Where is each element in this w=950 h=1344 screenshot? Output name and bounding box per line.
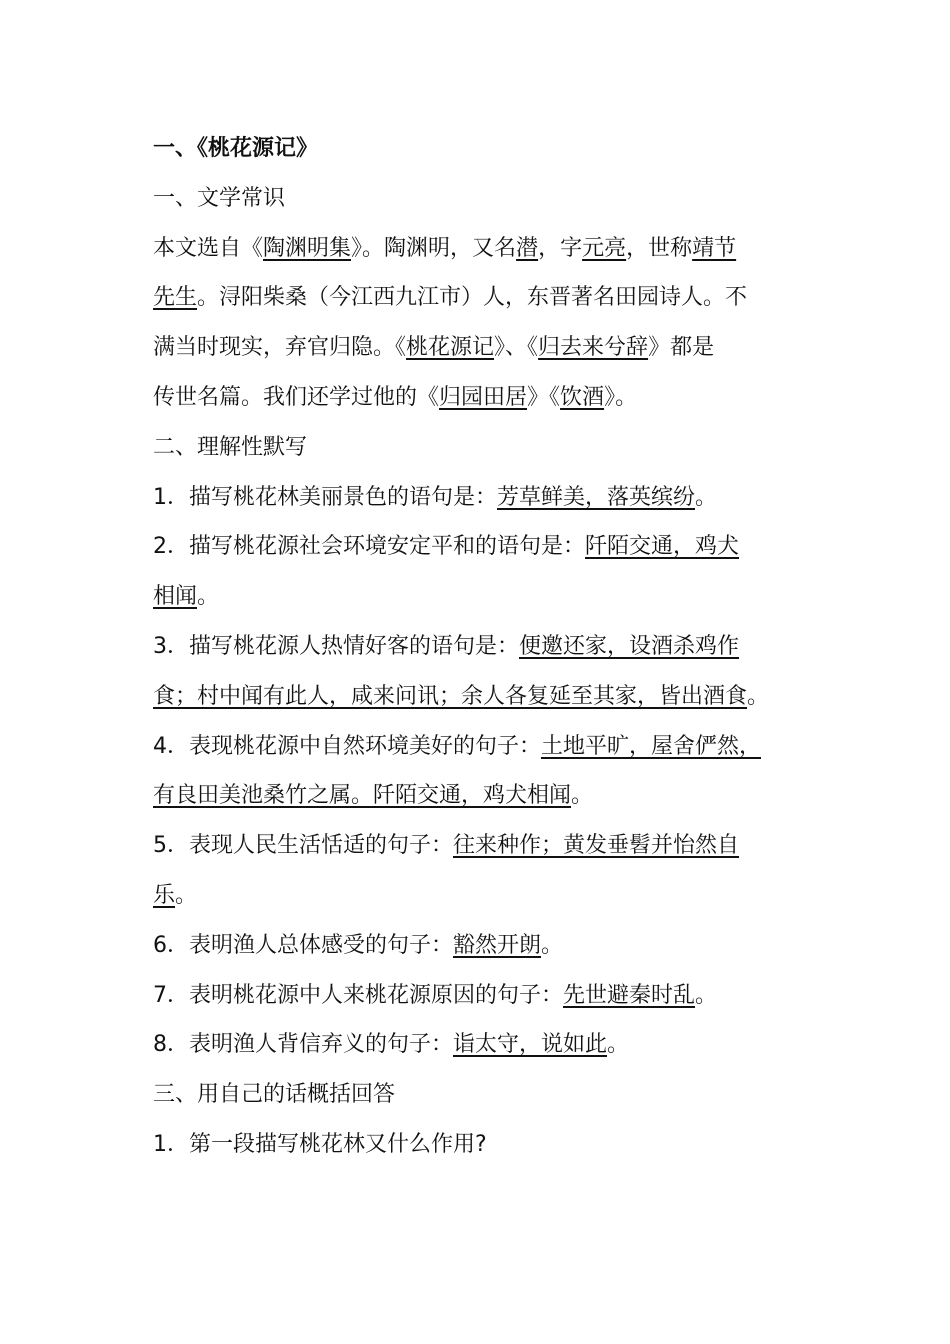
answer-blank: 有良田美池桑竹之属。阡陌交通，鸡犬相闻 — [153, 783, 572, 809]
paragraph-line: 满当时现实，弃官归隐。《桃花源记》、《归去来兮辞》都是 — [153, 335, 715, 361]
question-1: 1．描写桃花林美丽景色的语句是：芳草鲜美，落英缤纷。 — [153, 484, 718, 510]
answer-blank: 食；村中闻有此人，咸来问讯；余人各复延至其家，皆出酒食 — [153, 683, 748, 709]
answer-blank: 土地平旷，屋舍俨然， — [541, 733, 762, 759]
answer-blank: 乐 — [153, 882, 176, 908]
section-heading-summary: 三、用自己的话概括回答 — [153, 1082, 396, 1108]
question-2-cont: 相闻。 — [153, 584, 220, 610]
answer-blank: 诣太守，说如此 — [453, 1032, 608, 1058]
summary-question-1: 1．第一段描写桃花林又什么作用? — [153, 1131, 487, 1157]
answer-blank: 阡陌交通，鸡犬 — [585, 534, 740, 560]
question-3-cont: 食；村中闻有此人，咸来问讯；余人各复延至其家，皆出酒食。 — [153, 683, 770, 709]
document-title: 一、《桃花源记》 — [153, 136, 319, 161]
answer-blank: 往来种作；黄发垂髫并怡然自 — [453, 833, 740, 859]
paragraph-line: 先生。浔阳柴桑（今江西九江市）人，东晋著名田园诗人。不 — [153, 285, 748, 311]
section-heading-literary-knowledge: 一、文学常识 — [153, 185, 286, 211]
answer-blank: 芳草鲜美，落英缤纷 — [497, 484, 696, 510]
question-4: 4．表现桃花源中自然环境美好的句子：土地平旷，屋舍俨然， — [153, 733, 762, 759]
question-5: 5．表现人民生活恬适的句子：往来种作；黄发垂髫并怡然自 — [153, 833, 740, 859]
answer-blank: 豁然开朗 — [453, 932, 542, 958]
paragraph-line: 传世名篇。我们还学过他的《归园田居》《饮酒》。 — [153, 384, 638, 410]
section-heading-recitation: 二、理解性默写 — [153, 434, 308, 460]
answer-blank: 先世避秦时乱 — [563, 982, 696, 1008]
question-7: 7．表明桃花源中人来桃花源原因的句子：先世避秦时乱。 — [153, 982, 718, 1008]
question-4-cont: 有良田美池桑竹之属。阡陌交通，鸡犬相闻。 — [153, 783, 594, 809]
answer-blank: 相闻 — [153, 584, 198, 610]
document-page — [153, 124, 823, 1170]
question-8: 8．表明渔人背信弃义的句子：诣太守，说如此。 — [153, 1032, 630, 1058]
question-2: 2．描写桃花源社会环境安定平和的语句是：阡陌交通，鸡犬 — [153, 534, 740, 560]
answer-blank: 便邀还家，设酒杀鸡作 — [519, 633, 740, 659]
paragraph-line: 本文选自《陶渊明集》。陶渊明，又名潜，字元亮，世称靖节 — [153, 235, 737, 261]
question-3: 3．描写桃花源人热情好客的语句是：便邀还家，设酒杀鸡作 — [153, 633, 740, 659]
question-5-cont: 乐。 — [153, 882, 198, 908]
question-6: 6．表明渔人总体感受的句子：豁然开朗。 — [153, 932, 564, 958]
